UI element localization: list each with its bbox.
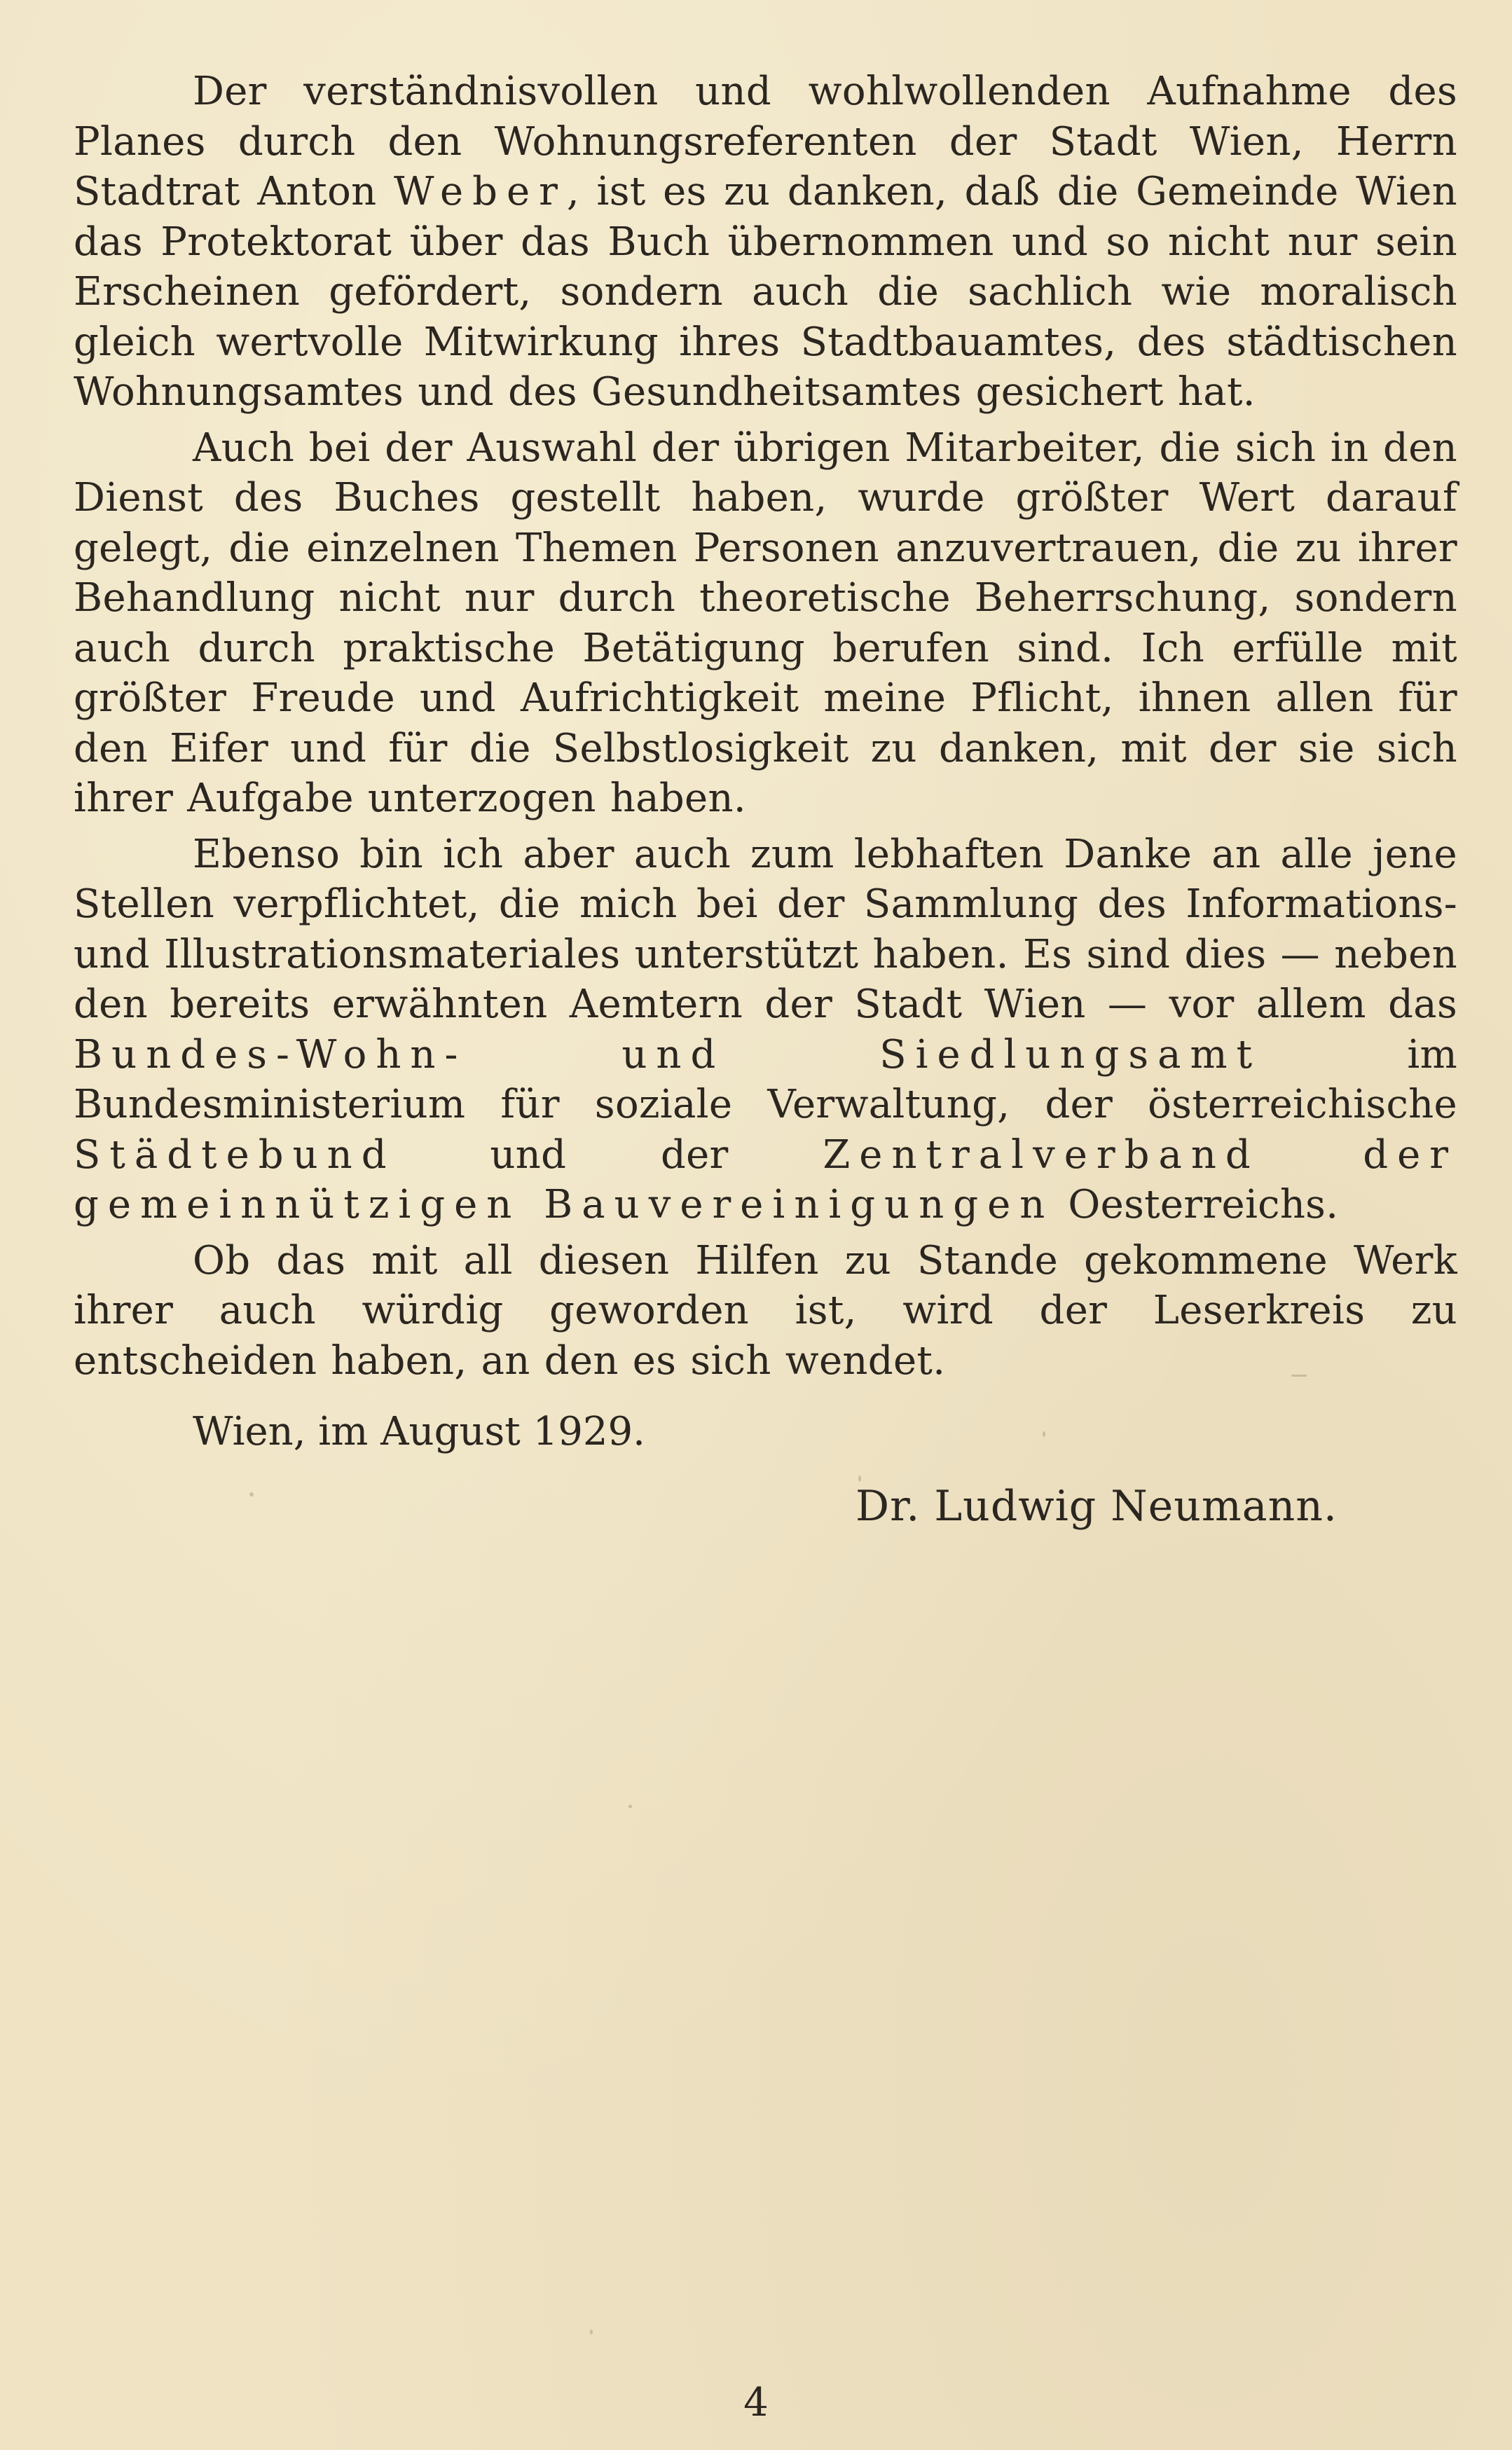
spaced-name-weber: Weber xyxy=(394,169,567,214)
paragraph-3-text-d: Oesterreichs. xyxy=(1054,1182,1339,1227)
signature: Dr. Ludwig Neumann. xyxy=(855,1482,1338,1531)
paper-speck xyxy=(1043,1431,1045,1437)
paragraph-2: Auch bei der Auswahl der übrigen Mitarbeiter, die sich in den Dienst des Buches gestellt haben, wurde größter Wert darauf gelegt, die einzelnen Themen Personen anzuvertrauen, die zu ihrer Behandlung nicht nur durch theoretische Beherrschung, sondern auch durch praktische Betätigung berufen sind. Ich erfülle mit größter Freude und Aufrichtigkeit meine Pflicht, ihnen allen für den Eifer und für die Selbstlosigkeit zu danken, mit der sie sich ihrer Aufgabe unterzogen haben. xyxy=(74,425,1457,821)
paragraph-1-text-a: Der verständnisvollen und wohlwollenden Aufnahme des Planes durch den Wohnungsreferenten der Stadt Wien, Herrn Stadtrat Anton xyxy=(74,69,1457,214)
document-body xyxy=(74,67,1457,1532)
paper-speck xyxy=(858,1475,861,1482)
paragraph-3 xyxy=(74,830,1457,1230)
paragraph-1-text-b: , ist es zu danken, daß die Gemeinde Wien das Protektorat über das Buch übernommen und so nicht nur sein Erscheinen gefördert, sondern auch die sachlich wie moralisch gleich wertvolle Mitwirkung ihres Stadtbauamtes, des städtischen Wohnungsamtes und des Gesundheitsamtes gesichert hat. xyxy=(74,169,1457,415)
paper-speck xyxy=(628,1805,632,1808)
paragraph-3-text-c: und der xyxy=(395,1131,823,1178)
paper-speck xyxy=(590,2329,593,2334)
paragraph-4: Ob das mit all diesen Hilfen zu Stande gekommene Werk ihrer auch würdig geworden ist, wird der Leserkreis zu entscheiden haben, an den es sich wendet. xyxy=(74,1237,1457,1384)
paper-speck xyxy=(1291,1375,1307,1377)
paper-speck xyxy=(249,1492,254,1496)
paragraph-3-text-a: Ebenso bin ich aber auch zum lebhaften Danke an alle jene Stellen verpflichtet, die mich bei der Sammlung des Informations- und Illustrationsmateriales unterstützt haben. Es sind dies — neben den bereits erwähnten Aemtern der Stadt Wien — vor allem das xyxy=(74,831,1457,1027)
spaced-bundes-wohn-und-siedlungsamt: Bundes-Wohn- und Siedlungsamt xyxy=(74,1031,1262,1078)
spaced-zentralverband: Zentralverband der gemeinnützigen Bauvereinigungen xyxy=(74,1131,1457,1227)
spaced-staedtebund: Städtebund xyxy=(74,1131,396,1178)
page-number: 4 xyxy=(743,2380,769,2425)
paragraph-1 xyxy=(74,67,1457,418)
paragraph-3-text-b: im Bundesministerium für soziale Verwaltung, der österreichische xyxy=(74,1031,1457,1127)
date-line: Wien, im August 1929. xyxy=(193,1409,645,1454)
